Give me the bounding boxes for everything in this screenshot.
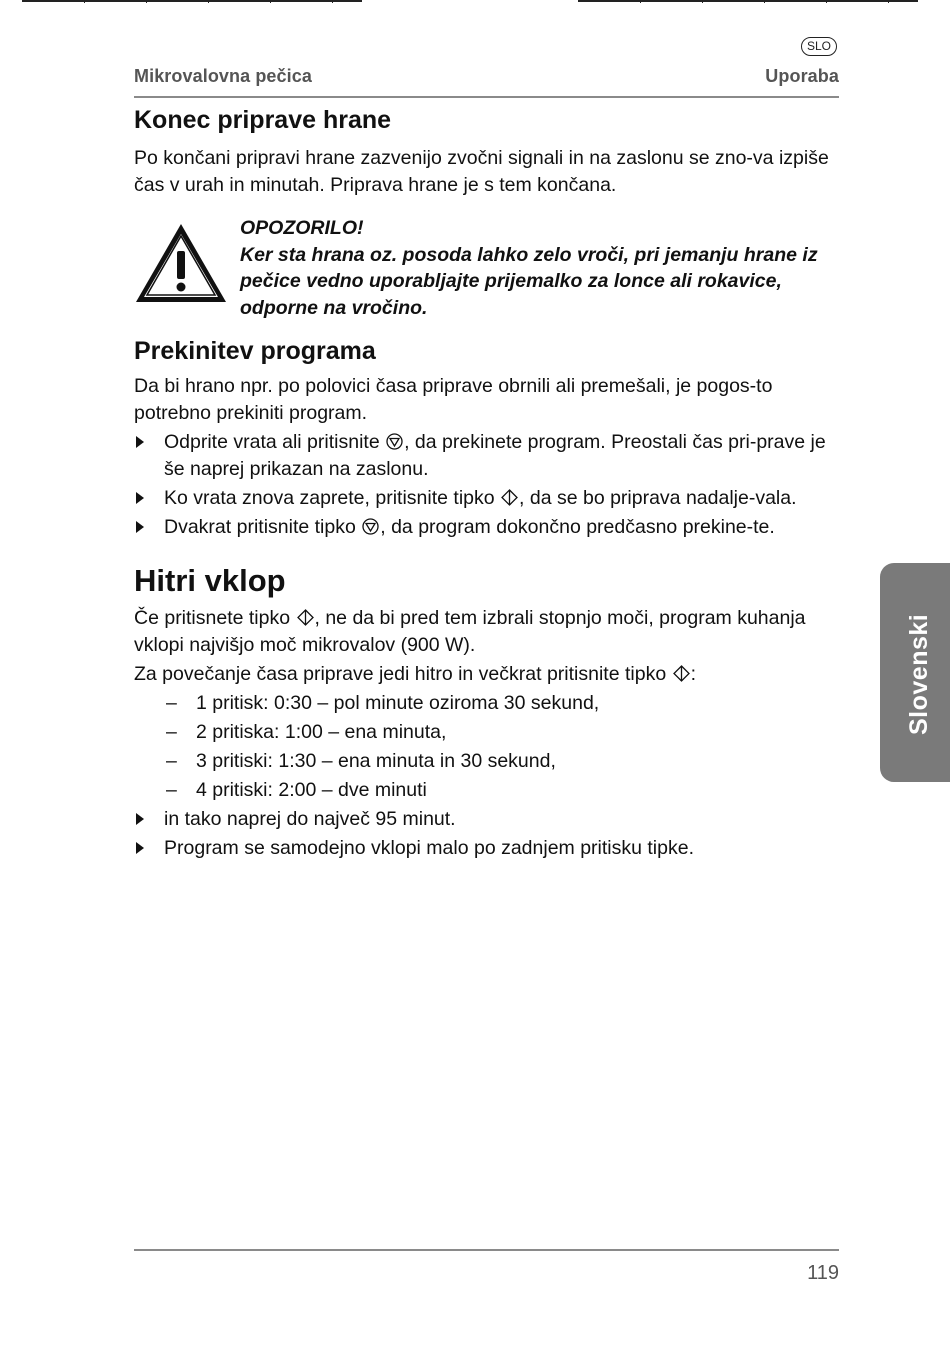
list-item: Program se samodejno vklopi malo po zadnjem pritisku tipke. — [134, 835, 839, 862]
section-title-konec: Konec priprave hrane — [134, 106, 392, 134]
bullet-arrow-icon — [136, 813, 144, 825]
list-item: – 4 pritiski: 2:00 – dve minuti — [166, 779, 427, 801]
section-intro-prekinitev: Da bi hrano npr. po polovici časa priprave obrnili ali premešali, je pogos-to potrebno prekiniti program. — [134, 375, 773, 424]
list-item: Odprite vrata ali pritisnite , da prekinete program. Preostali čas pri-prave je še naprej prikazan na zaslonu. — [134, 429, 839, 483]
header-divider — [134, 96, 839, 98]
list-item: Ko vrata znova zaprete, pritisnite tipko , da se bo priprava nadalje-vala. — [134, 485, 839, 512]
bullet-arrow-icon — [136, 842, 144, 854]
section-title-prekinitev: Prekinitev programa — [134, 337, 376, 365]
list-item: – 3 pritiski: 1:30 – ena minuta in 30 sekund, — [166, 750, 556, 772]
start-button-icon — [673, 665, 690, 682]
list-item: – 2 pritiska: 1:00 – ena minuta, — [166, 721, 447, 743]
warning-block — [134, 215, 839, 323]
bullet-arrow-icon — [136, 436, 144, 448]
crop-marks-left — [22, 0, 362, 4]
section-title-hitri-vklop: Hitri vklop — [134, 563, 286, 598]
section-body-konec: Po končani pripravi hrane zazvenijo zvočni signali in na zaslonu se zno-va izpiše čas v urah in minutah. Priprava hrane je s tem končana. — [134, 147, 829, 196]
bullet-arrow-icon — [136, 492, 144, 504]
footer-divider — [134, 1249, 839, 1251]
stop-button-icon — [386, 433, 403, 450]
list-item: Dvakrat pritisnite tipko , da program dokončno predčasno prekine-te. — [134, 514, 839, 541]
section-paragraph-1: Če pritisnete tipko , ne da bi pred tem izbrali stopnjo moči, program kuhanja vklopi najvišjo moč mikrovalov (900 W). — [134, 607, 806, 656]
stop-button-icon — [362, 518, 379, 535]
section-paragraph-2: Za povečanje časa priprave jedi hitro in večkrat pritisnite tipko : — [134, 663, 697, 685]
header-title: Mikrovalovna pečica — [134, 66, 312, 86]
list-item: – 1 pritisk: 0:30 – pol minute oziroma 30 sekund, — [166, 692, 600, 714]
language-side-tab — [880, 563, 950, 782]
warning-body: Ker sta hrana oz. posoda lahko zelo vroči, pri jemanju hrane iz pečice vedno uporabljajte prijemalko za lonce ali rokavice, odporne na vročino. — [240, 243, 818, 319]
list-item: in tako naprej do največ 95 minut. — [134, 806, 839, 833]
bullet-arrow-icon — [136, 521, 144, 533]
header-section: Uporaba — [765, 66, 839, 86]
side-tab-label: Slovenski — [905, 613, 933, 735]
start-button-icon — [501, 489, 518, 506]
language-badge: SLO — [801, 37, 837, 56]
start-button-icon — [297, 609, 314, 626]
bullet-list-hitri — [134, 806, 839, 862]
page-number: 119 — [807, 1262, 839, 1284]
crop-marks-right — [578, 0, 918, 4]
page-content — [134, 104, 839, 862]
dash-list — [134, 690, 839, 804]
warning-triangle-icon — [134, 221, 228, 305]
bullet-list-prekinitev — [134, 429, 839, 541]
warning-title: OPOZORILO! — [240, 217, 364, 239]
